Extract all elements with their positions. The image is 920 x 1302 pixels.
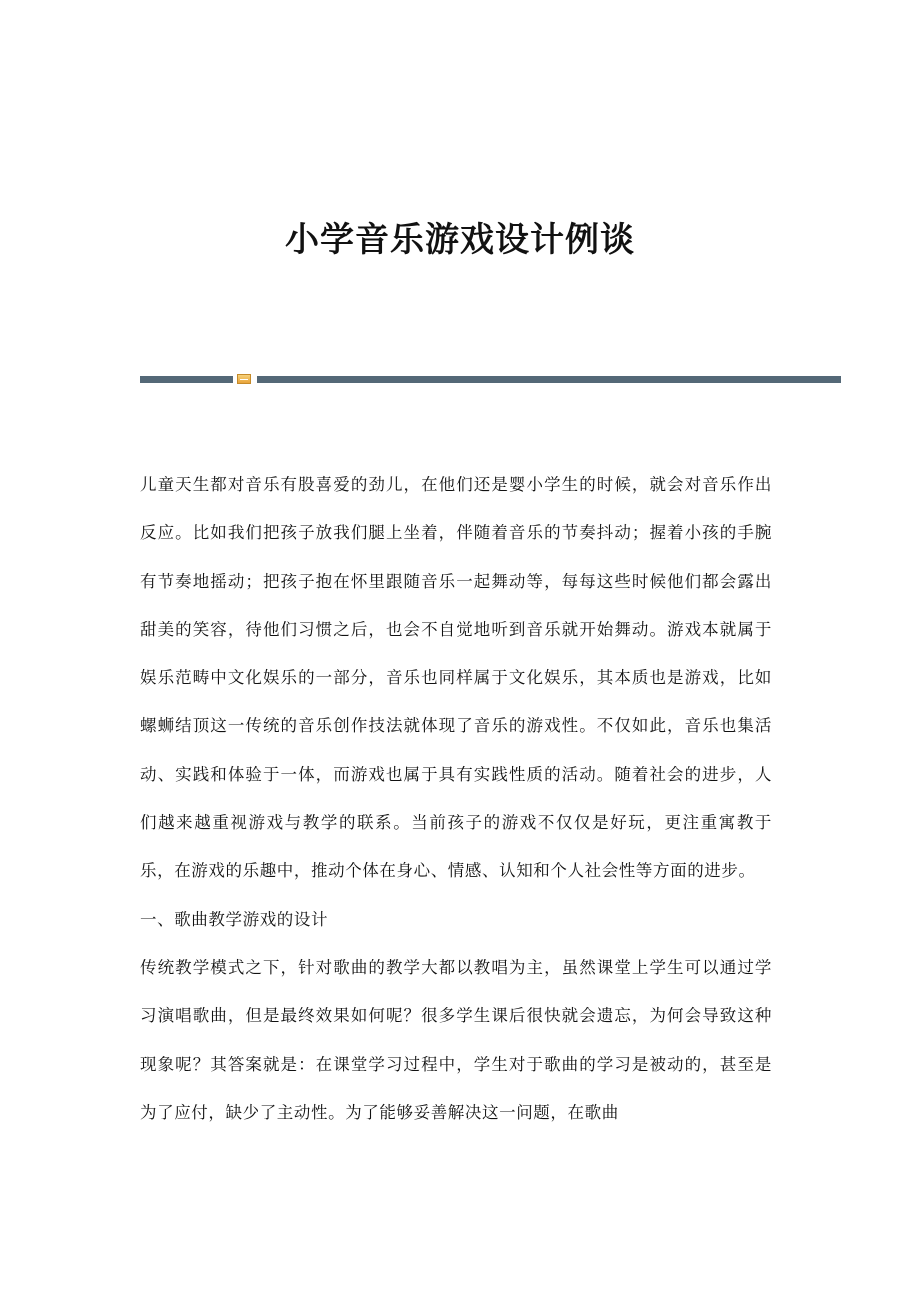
- divider-ornament-icon: [237, 374, 251, 384]
- divider-bar-left: [140, 376, 233, 383]
- document-body: [140, 461, 772, 1137]
- body-paragraph-intro: 儿童天生都对音乐有股喜爱的劲儿，在他们还是婴小学生的时候，就会对音乐作出反应。比如我们把孩子放我们腿上坐着，伴随着音乐的节奏抖动；握着小孩的手腕有节奏地摇动；把孩子抱在怀里跟随音乐一起舞动等，每每这些时候他们都会露出甜美的笑容，待他们习惯之后，也会不自觉地听到音乐就开始舞动。游戏本就属于娱乐范畴中文化娱乐的一部分，音乐也同样属于文化娱乐，其本质也是游戏，比如螺蛳结顶这一传统的音乐创作技法就体现了音乐的游戏性。不仅如此，音乐也集活动、实践和体验于一体，而游戏也属于具有实践性质的活动。随着社会的进步，人们越来越重视游戏与教学的联系。当前孩子的游戏不仅仅是好玩，更注重寓教于乐，在游戏的乐趣中，推动个体在身心、情感、认知和个人社会性等方面的进步。: [140, 475, 772, 881]
- body-paragraph-song-teaching: 传统教学模式之下，针对歌曲的教学大都以教唱为主，虽然课堂上学生可以通过学习演唱歌曲，但是最终效果如何呢？很多学生课后很快就会遗忘，为何会导致这种现象呢？其答案就是：在课堂学习过程中，学生对于歌曲的学习是被动的，甚至是为了应付，缺少了主动性。为了能够妥善解决这一问题，在歌曲: [140, 957, 772, 1122]
- section-heading: 一、歌曲教学游戏的设计: [140, 909, 329, 929]
- divider-bar-right: [257, 376, 841, 383]
- page-title: 小学音乐游戏设计例谈: [285, 220, 635, 260]
- title-divider: [140, 374, 841, 384]
